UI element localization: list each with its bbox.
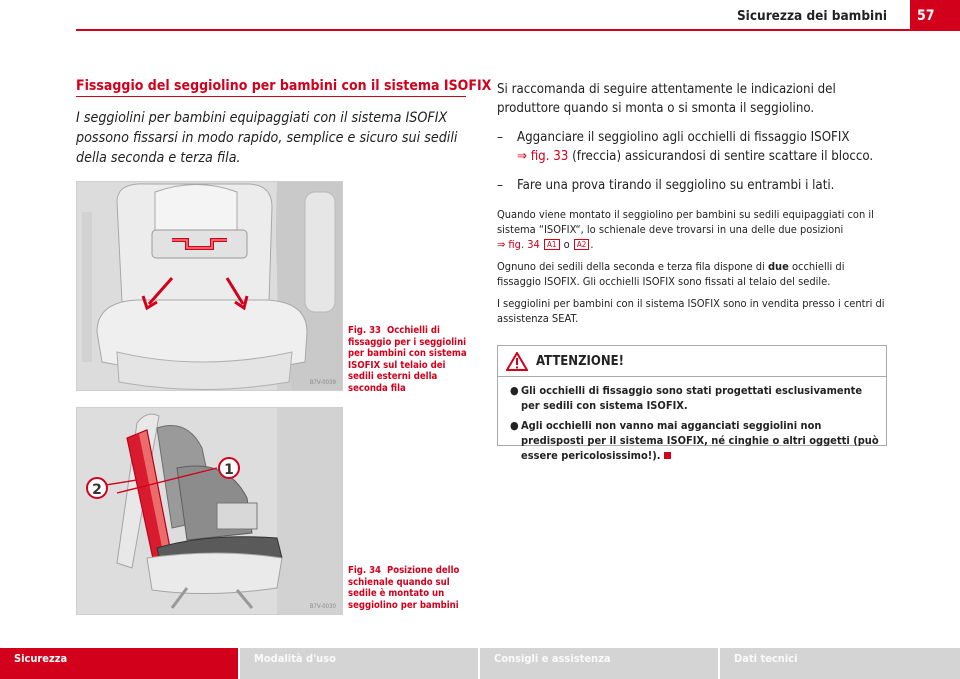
link-fig-33[interactable]: ⇒ fig. 33	[517, 149, 569, 164]
step-dash: –	[497, 130, 503, 145]
figure-34-image	[76, 407, 343, 615]
figure-33-image	[76, 181, 343, 391]
child-seat-illustration	[77, 408, 342, 614]
marker-1-label: 1	[224, 462, 234, 478]
figure-caption-text: Posizione dello schienale quando sul sedile è montato un seggiolino per bambini	[348, 565, 460, 611]
end-of-section-icon	[664, 452, 671, 459]
figure-label: Fig. 33	[348, 325, 381, 336]
figure-label: Fig. 34	[348, 565, 381, 576]
figure-code: B7V-0039	[309, 379, 336, 386]
marker-2-label: 2	[92, 482, 102, 498]
emphasis-due: due	[767, 260, 789, 273]
figure-code: B7V-0030	[309, 603, 336, 610]
warning-header	[498, 346, 886, 377]
step-2	[497, 176, 887, 195]
footer-tab-dati-tecnici[interactable]: Dati tecnici	[720, 648, 960, 679]
warning-item-1	[504, 383, 880, 413]
warning-title: ATTENZIONE!	[536, 354, 624, 369]
bullet: ●	[510, 419, 519, 432]
position-badge-a2: A2	[574, 239, 590, 250]
page-number: 57	[910, 0, 960, 31]
step-dash: –	[497, 178, 503, 193]
figure-caption-text: Occhielli di fissaggio per i seggiolini per bambini con sistema ISOFIX sul telaio dei sedili esterni della seconda fila	[348, 325, 467, 394]
paragraph-text: Ognuno dei sedili della seconda e terza fila dispone di	[497, 260, 765, 273]
seat-isofix-illustration	[77, 182, 342, 390]
section-title: Fissaggio del seggiolino per bambini con il sistema ISOFIX	[76, 78, 466, 97]
footer-tab-sicurezza[interactable]: Sicurezza	[0, 648, 238, 679]
paragraph-text: Quando viene montato il seggiolino per bambini su sedili equipaggiati con il sistema “ISOFIX“, lo schienale deve trovarsi in una delle due posizioni	[497, 208, 874, 236]
period: .	[590, 238, 594, 251]
warning-item-2	[504, 418, 880, 463]
warning-box	[497, 345, 887, 462]
footer-tab-consigli-assistenza[interactable]: Consigli e assistenza	[480, 648, 718, 679]
step-1-text: Agganciare il seggiolino agli occhielli di fissaggio ISOFIX	[517, 130, 850, 145]
position-badge-a1: A1	[544, 239, 560, 250]
body-text	[497, 80, 887, 326]
warning-text: Gli occhielli di fissaggio sono stati progettati esclusivamente per sedili con sistema ISOFIX.	[521, 384, 863, 412]
bullet: ●	[510, 384, 519, 397]
paragraph-text: occhielli di fissaggio ISOFIX. Gli occhielli ISOFIX sono fissati al telaio del sedile.	[497, 260, 845, 288]
header-rule	[76, 29, 960, 31]
figure-33-caption	[348, 325, 473, 394]
section-intro: I seggiolini per bambini equipaggiati con il sistema ISOFIX possono fissarsi in modo rapido, semplice e sicuro sui sedili della seconda e terza fila.	[76, 110, 458, 166]
paragraph-anchors	[497, 259, 887, 289]
conjunction: o	[563, 238, 570, 251]
chapter-title: Sicurezza dei bambini	[736, 8, 887, 24]
warning-text: Agli occhielli non vanno mai agganciati seggiolini non predisposti per il sistema ISOFIX, né cinghie o altri oggetti (può essere pericolosissimo!).	[521, 419, 879, 462]
paragraph-manufacturer: Si raccomanda di seguire attentamente le indicazioni del produttore quando si monta o si smonta il seggiolino.	[497, 82, 836, 116]
figure-34-caption	[348, 565, 473, 611]
footer-nav	[0, 648, 960, 679]
step-1	[497, 128, 887, 166]
paragraph-availability: I seggiolini per bambini con il sistema ISOFIX sono in vendita presso i centri di assistenza SEAT.	[497, 297, 885, 325]
paragraph-isofix-position	[497, 207, 887, 252]
footer-tab-modalita-uso[interactable]: Modalità d'uso	[240, 648, 478, 679]
step-2-text: Fare una prova tirando il seggiolino su entrambi i lati.	[517, 178, 835, 193]
step-1-tail: (freccia) assicurandosi di sentire scattare il blocco.	[572, 149, 874, 164]
link-fig-34[interactable]: ⇒ fig. 34	[497, 238, 540, 251]
warning-triangle-icon	[506, 352, 528, 371]
